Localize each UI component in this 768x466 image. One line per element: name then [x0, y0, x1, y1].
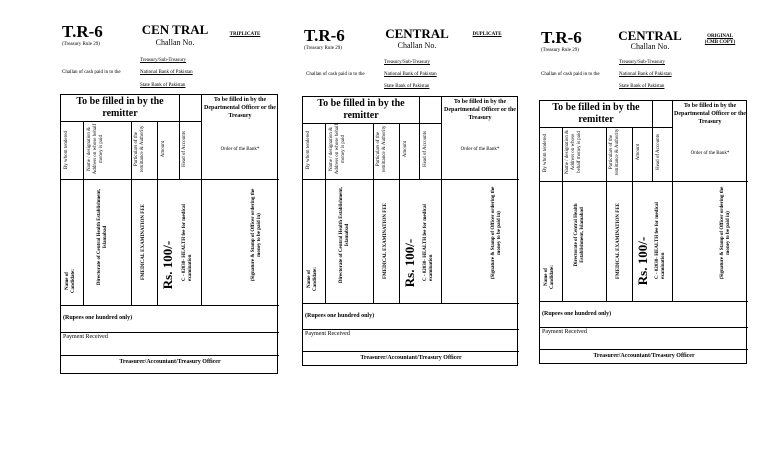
- signature-label: (Signature & Stamp of Officer ordering the money to be paid in): [251, 188, 262, 282]
- divider: [441, 97, 442, 303]
- divider: [303, 303, 519, 304]
- signature-label: (Signature & Stamp of Officer ordering the money to be paid in): [491, 186, 502, 280]
- divider: [325, 123, 326, 303]
- divider: [179, 95, 180, 179]
- copy-label-sub: (CMB COPY): [704, 40, 736, 45]
- candidate-label: Name of Candidate:: [65, 269, 76, 293]
- col-particulars: Particulars of the remittance & Authority: [376, 125, 387, 173]
- form-code: T.R-6: [304, 26, 345, 45]
- col-by-whom: By whom tendered: [64, 130, 69, 170]
- divider: [61, 179, 279, 180]
- treasury-rule: (Treasury Rule 29): [304, 46, 342, 51]
- treasury-rule: (Treasury Rule 29): [62, 42, 100, 47]
- col-particulars: Particulars of the remittance & Authority: [134, 125, 145, 173]
- col-particulars: Particulars of the remittance & Authority: [609, 128, 620, 176]
- state-bank-name: State Bank of Pakistan: [384, 84, 430, 89]
- challan-triplicate: [60, 22, 278, 374]
- directorate-value: Directorate of Central Health Establishment, Islamabad: [97, 188, 108, 286]
- treasurer-label: Treasurer/Accountant/Treasury Officer: [119, 359, 221, 365]
- candidate-label: Name of Candidate:: [544, 265, 555, 289]
- copy-label-text: ORIGINAL: [707, 34, 733, 39]
- divider: [540, 301, 748, 302]
- rupees-text: (Rupees one hundred only): [63, 315, 133, 321]
- treasury-sub-label: Treasury/Sub-Treasury: [384, 60, 431, 65]
- head-accounts-value: C - 02030- HEALTH fee for medical examination: [655, 202, 666, 279]
- col-amount: Amount: [403, 140, 408, 158]
- divider: [131, 121, 132, 305]
- copy-label: [462, 32, 512, 38]
- col-head-accounts: Head of Accounts: [656, 134, 661, 170]
- divider: [157, 121, 158, 305]
- state-bank-name: State Bank of Pakistan: [140, 83, 186, 88]
- department-heading: To be filled in by the Departmental Officer or the Treasury: [674, 103, 746, 125]
- fee-value: FMEDICAL EXAMINATION FEE: [141, 203, 146, 281]
- col-name: Name / designation & Address on whose behalf money is paid: [565, 129, 582, 175]
- divider: [399, 123, 400, 303]
- divider: [562, 127, 563, 301]
- challan-no-label: Challan No.: [155, 38, 195, 47]
- challan-original: [539, 28, 747, 364]
- col-name: Name / designation & Address on whose behalf money is paid: [87, 123, 104, 175]
- remitter-heading: To be filled in by the remitter: [317, 98, 405, 121]
- challan-no-label: Challan No.: [630, 42, 670, 51]
- payment-received: Payment Received: [305, 331, 350, 337]
- challan-no-label: Challan No.: [397, 41, 437, 50]
- amount-value: Rs. 100/-: [402, 238, 417, 288]
- cash-paid-label: Challan of cash paid in to the: [541, 72, 600, 77]
- bank-name: National Bank of Pakistan: [140, 70, 193, 75]
- rupees-text: (Rupees one hundred only): [305, 313, 375, 319]
- remitter-heading: To be filled in by the remitter: [76, 96, 164, 119]
- treasury-sub-label: Treasury/Sub-Treasury: [140, 58, 187, 63]
- divider: [61, 355, 279, 356]
- central-title: CENTRAL: [385, 26, 449, 41]
- signature-label: (Signature & Stamp of Officer ordering the money to be paid in): [720, 186, 731, 280]
- head-accounts-value: C - 02030- HEALTH fee for medical examination: [182, 204, 193, 281]
- col-head-accounts: Head of Accounts: [423, 131, 428, 167]
- col-head-accounts: Head of Accounts: [182, 131, 187, 167]
- payment-received: Payment Received: [63, 334, 108, 340]
- department-heading: To be filled in by the Departmental Officer or the Treasury: [444, 99, 516, 121]
- amount-value: Rs. 100/-: [635, 236, 650, 286]
- divider: [303, 179, 519, 180]
- form-code: T.R-6: [541, 28, 582, 47]
- divider: [540, 349, 748, 350]
- central-title: CENTRAL: [618, 28, 682, 43]
- directorate-value: Directorate of Central Health Establishment, Islamabad: [574, 203, 585, 267]
- col-order-bank: Order of the Bank*: [220, 147, 260, 152]
- col-by-whom: By whom tendered: [543, 133, 548, 173]
- challan-duplicate: [302, 26, 518, 366]
- bank-name: National Bank of Pakistan: [619, 72, 672, 77]
- divider: [419, 97, 420, 179]
- cash-paid-label: Challan of cash paid in to the: [62, 70, 121, 75]
- divider: [632, 127, 633, 301]
- copy-label: [695, 34, 745, 46]
- department-heading: To be filled in by the Departmental Officer or the Treasury: [204, 97, 276, 119]
- divider: [303, 351, 519, 352]
- divider: [373, 123, 374, 303]
- head-accounts-value: C - 02030- HEALTH fee for medical examination: [423, 204, 434, 281]
- divider: [652, 101, 653, 181]
- treasurer-label: Treasurer/Accountant/Treasury Officer: [360, 355, 462, 361]
- bank-name: National Bank of Pakistan: [384, 72, 437, 77]
- payment-received: Payment Received: [542, 329, 587, 335]
- treasury-rule: (Treasury Rule 29): [541, 48, 579, 53]
- challan-table: [60, 94, 278, 374]
- copy-label-text: TRIPLICATE: [229, 32, 261, 37]
- divider: [672, 101, 673, 301]
- col-amount: Amount: [161, 140, 166, 158]
- copy-label: [220, 32, 270, 38]
- remitter-heading: To be filled in by the remitter: [552, 102, 640, 125]
- state-bank-name: State Bank of Pakistan: [619, 84, 665, 89]
- divider: [540, 327, 748, 328]
- divider: [61, 332, 279, 333]
- amount-value: Rs. 100/-: [160, 240, 175, 290]
- col-by-whom: By whom tendered: [306, 130, 311, 170]
- candidate-label: Name of Candidate:: [307, 267, 318, 291]
- cash-paid-label: Challan of cash paid in to the: [306, 72, 365, 77]
- copy-label-text: DUPLICATE: [472, 32, 502, 37]
- divider: [61, 121, 201, 122]
- divider: [540, 127, 672, 128]
- col-order-bank: Order of the Bank*: [690, 151, 730, 156]
- fee-value: FMEDICAL EXAMINATION FEE: [616, 202, 621, 280]
- divider: [303, 329, 519, 330]
- divider: [83, 121, 84, 305]
- divider: [540, 181, 748, 182]
- challan-table: [302, 96, 518, 366]
- treasury-sub-label: Treasury/Sub-Treasury: [619, 60, 666, 65]
- rupees-text: (Rupees one hundred only): [542, 311, 612, 317]
- divider: [606, 127, 607, 301]
- directorate-value: Directorate of Central Health Establishment, Islamabad: [339, 186, 350, 284]
- treasurer-label: Treasurer/Accountant/Treasury Officer: [593, 353, 695, 359]
- form-code: T.R-6: [62, 22, 103, 41]
- divider: [303, 123, 441, 124]
- col-name: Name / designation & Address on whose behalf money is paid: [329, 123, 346, 175]
- challan-table: [539, 100, 747, 364]
- fee-value: FMEDICAL EXAMINATION FEE: [383, 202, 388, 280]
- central-title: CEN TRAL: [141, 22, 209, 37]
- divider: [61, 305, 279, 306]
- col-amount: Amount: [636, 143, 641, 161]
- col-order-bank: Order of the Bank*: [460, 147, 500, 152]
- divider: [201, 95, 202, 305]
